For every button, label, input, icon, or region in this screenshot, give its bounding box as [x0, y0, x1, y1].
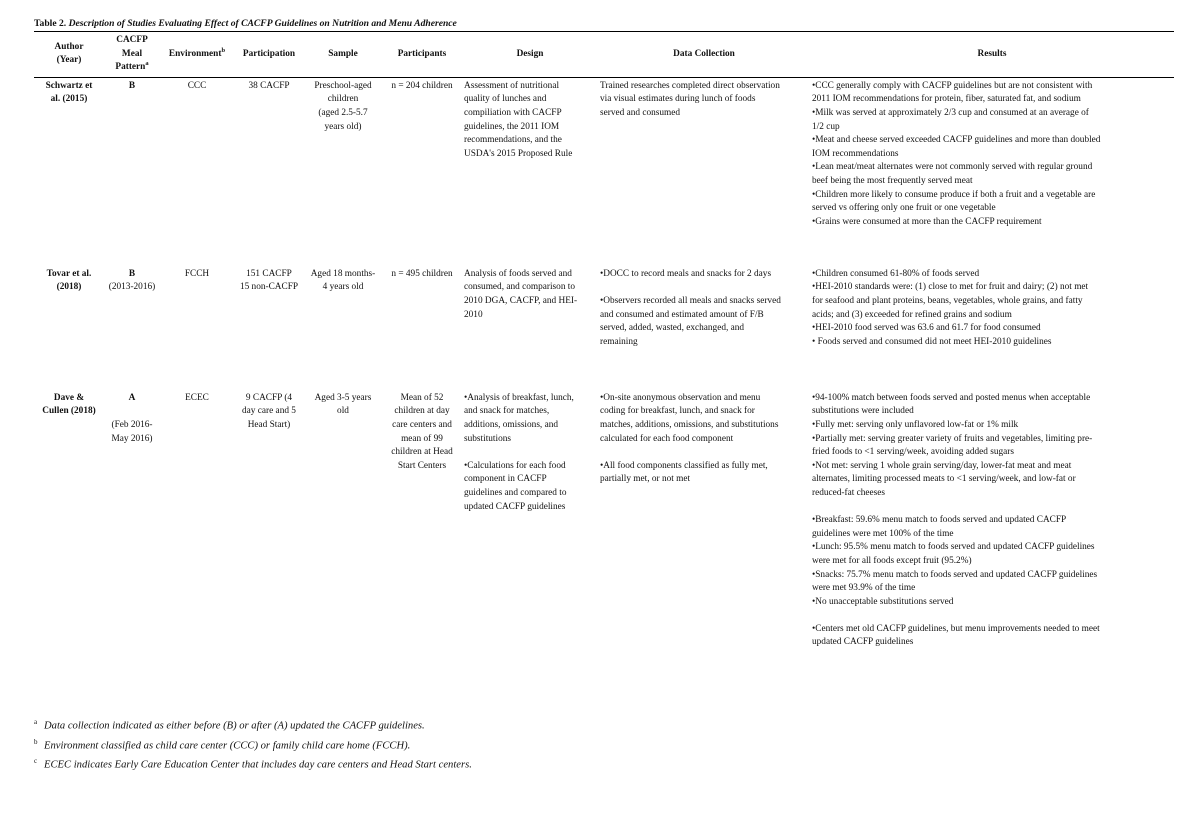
cell-results-line: alternates, limiting processed meats to <1 serving/week, and low-fat or — [812, 474, 1076, 485]
cell-participation-line: 151 CACFP — [246, 268, 292, 279]
header-design: Design — [516, 48, 544, 59]
cell-design-line: quality of lunches and — [464, 94, 547, 105]
footnote — [34, 757, 472, 777]
cell-meal-pattern-line: (2013-2016) — [108, 282, 156, 293]
cell-results-line: •Breakfast: 59.6% menu match to foods served and updated CACFP — [812, 515, 1067, 526]
cell-author — [34, 266, 104, 390]
table-page — [34, 18, 1174, 650]
cell-author-line: Schwartz et — [45, 80, 93, 91]
cell-results-line: •Children more likely to consume produce if both a fruit and a vegetable are — [812, 189, 1096, 200]
footnote-text: Environment classified as child care center (CCC) or family child care home (FCCH). — [44, 740, 411, 752]
cell-author — [34, 390, 104, 650]
cell-meal-pattern-line: (Feb 2016- — [111, 419, 153, 430]
cell-participants-line: Start Centers — [397, 460, 447, 471]
cell-data-collection-line — [600, 446, 808, 460]
cell-environment — [160, 390, 234, 650]
cell-data-collection-line: •On-site anonymous observation and menu — [600, 392, 761, 403]
table-caption — [34, 18, 1174, 29]
cell-data-collection-line: calculated for each food component — [600, 433, 734, 444]
cell-results — [810, 78, 1174, 266]
cell-participation-line: 9 CACFP (4 — [245, 392, 293, 403]
cell-data-collection-line: and consumed and estimated amount of F/B — [600, 309, 764, 320]
cell-design — [462, 266, 598, 390]
cell-data-collection-line: partially met, or not met — [600, 474, 691, 485]
cell-design-line: recommendations, and the — [464, 135, 562, 146]
cell-data-collection — [598, 266, 810, 390]
cell-environment-line: ECEC — [185, 392, 209, 403]
cell-design — [462, 390, 598, 650]
cell-results-line: were met 93.9% of the time — [812, 583, 916, 594]
cell-results-line: guidelines were met 100% of the time — [812, 528, 954, 539]
cell-sample — [304, 266, 382, 390]
cell-participants — [382, 78, 462, 266]
cell-data-collection-line: •All food components classified as fully met, — [600, 460, 768, 471]
cell-sample — [304, 78, 382, 266]
cell-results-line — [812, 609, 1172, 623]
footnotes — [34, 718, 472, 777]
cell-data-collection-line: remaining — [600, 336, 638, 347]
cell-results — [810, 266, 1174, 390]
cell-author-line: (2018) — [56, 282, 82, 293]
cell-design-line: additions, omissions, and — [464, 419, 559, 430]
cell-environment-line: CCC — [187, 80, 207, 91]
cell-design-line: compiliation with CACFP — [464, 107, 562, 118]
header-data-collection: Data Collection — [673, 48, 735, 59]
footnote — [34, 718, 472, 738]
cell-design-line: 2010 — [464, 309, 483, 320]
cell-results-line: •CCC generally comply with CACFP guidelines but are not consistent with — [812, 80, 1093, 91]
cell-participation — [234, 390, 304, 650]
cell-participants-line: n = 495 children — [391, 268, 453, 279]
cell-data-collection-line — [600, 281, 808, 295]
footnote-mark: c — [34, 757, 38, 765]
cell-meal-pattern — [104, 78, 160, 266]
cell-design-line: Analysis of foods served and — [464, 268, 572, 279]
cell-results-line: substitutions were included — [812, 406, 914, 417]
cell-design-line: updated CACFP guidelines — [464, 501, 566, 512]
cell-results-line: 1/2 cup — [812, 121, 840, 132]
cell-design-line: USDA's 2015 Proposed Rule — [464, 148, 573, 159]
footnote — [34, 738, 472, 758]
cell-meal-pattern-line: May 2016) — [111, 433, 153, 444]
cell-data-collection-line: served and consumed — [600, 107, 681, 118]
cell-participation — [234, 78, 304, 266]
cell-participation-line: Head Start) — [247, 419, 291, 430]
cell-results-line: •Not met: serving 1 whole grain serving/day, lower-fat meat and meat — [812, 460, 1072, 471]
cell-sample-line: 4 years old — [322, 282, 364, 293]
header-row — [34, 32, 1174, 77]
cell-author-line: Dave & — [53, 392, 85, 403]
cell-results — [810, 390, 1174, 650]
cell-meal-pattern-line: B — [128, 268, 136, 279]
cell-results-line: •Children consumed 61-80% of foods served — [812, 268, 980, 279]
cell-results-line: •Lunch: 95.5% menu match to foods served and updated CACFP guidelines — [812, 542, 1095, 553]
cell-design-line: •Analysis of breakfast, lunch, — [464, 392, 574, 403]
cell-participants — [382, 390, 462, 650]
cell-results-line: served vs offering only one fruit or one vegetable — [812, 203, 996, 214]
cell-results-line: beef being the most frequently served meat — [812, 175, 973, 186]
cell-design-line: component in CACFP — [464, 474, 547, 485]
cell-results-line — [812, 501, 1172, 515]
cell-sample — [304, 390, 382, 650]
cell-design-line: 2010 DGA, CACFP, and HEI- — [464, 295, 578, 306]
cell-author-line: Cullen (2018) — [42, 406, 96, 417]
cell-participants — [382, 266, 462, 390]
cell-participation-line: day care and 5 — [242, 406, 296, 417]
cell-results-line: were met for all foods except fruit (95.2%) — [812, 555, 972, 566]
cell-author-line: al. (2015) — [50, 94, 88, 105]
cell-design-line: guidelines and compared to — [464, 487, 567, 498]
cell-results-line: updated CACFP guidelines — [812, 637, 914, 648]
cell-participants-line: children at Head — [391, 447, 453, 458]
table-number: Table 2. — [34, 18, 67, 29]
cell-environment — [160, 266, 234, 390]
cell-design-line: •Calculations for each food — [464, 460, 566, 471]
cell-results-line: •Partially met: serving greater variety of fruits and vegetables, limiting pre- — [812, 433, 1093, 444]
cell-author-line: Tovar et al. — [46, 268, 92, 279]
cell-data-collection-line: coding for breakfast, lunch, and snack for — [600, 406, 755, 417]
header-author: Author (Year) — [54, 41, 84, 66]
cell-meal-pattern-line: B — [128, 80, 136, 91]
cell-sample-line: old — [337, 406, 349, 417]
table-row — [34, 266, 1174, 390]
footnote-text: ECEC indicates Early Care Education Center that includes day care centers and Head Start centers. — [44, 759, 472, 771]
table-row — [34, 390, 1174, 650]
cell-design — [462, 78, 598, 266]
cell-meal-pattern — [104, 390, 160, 650]
cell-data-collection-line: via visual estimates during lunch of foods — [600, 94, 756, 105]
cell-participants-line: mean of 99 — [401, 433, 443, 444]
cell-results-line: IOM recommendations — [812, 148, 899, 159]
header-sample: Sample — [328, 48, 358, 59]
footnote-mark: a — [34, 718, 38, 726]
cell-results-line: • Foods served and consumed did not meet HEI-2010 guidelines — [812, 336, 1052, 347]
cell-sample-line: children — [327, 94, 359, 105]
cell-results-line: •Fully met: serving only unflavored low-fat or 1% milk — [812, 419, 1019, 430]
cell-environment-line: FCCH — [184, 268, 210, 279]
cell-design-line — [464, 446, 596, 460]
header-environment: Environment$^b$ — [168, 46, 226, 59]
cell-results-line: •HEI-2010 standards were: (1) close to met for fruit and dairy; (2) not met — [812, 282, 1089, 293]
cell-design-line: Assessment of nutritional — [464, 80, 560, 91]
cell-meal-pattern — [104, 266, 160, 390]
header-results: Results — [977, 48, 1007, 59]
cell-results-line: •No unacceptable substitutions served — [812, 596, 954, 607]
cell-results-line: •Lean meat/meat alternates were not commonly served with regular ground — [812, 162, 1093, 173]
footnote-mark: b — [34, 737, 38, 746]
cell-sample-line: years old) — [324, 121, 362, 132]
cell-results-line: •Milk was served at approximately 2/3 cup and consumed at an average of — [812, 107, 1089, 118]
cell-results-line: reduced-fat cheeses — [812, 487, 886, 498]
cell-sample-line: (aged 2.5-5.7 — [318, 107, 368, 118]
cell-sample-line: Aged 3-5 years — [314, 392, 372, 403]
cell-data-collection-line: Trained researches completed direct observation — [600, 80, 780, 91]
cell-results-line: •Grains were consumed at more than the CACFP requirement — [812, 216, 1042, 227]
cell-participants-line: care centers and — [392, 419, 452, 430]
header-meal-pattern: CACFP Meal Pattern$^a$ — [115, 35, 149, 73]
cell-design-line: guidelines, the 2011 IOM — [464, 121, 560, 132]
cell-results-line: •Centers met old CACFP guidelines, but menu improvements needed to meet — [812, 623, 1100, 634]
cell-participation — [234, 266, 304, 390]
cell-results-line: fried foods to <1 serving/week, avoiding added sugars — [812, 447, 1014, 458]
cell-participation-line: 38 CACFP — [248, 80, 290, 91]
cell-meal-pattern-line — [106, 405, 158, 419]
cell-data-collection — [598, 78, 810, 266]
cell-sample-line: Preschool-aged — [314, 80, 372, 91]
cell-participants-line: n = 204 children — [391, 80, 453, 91]
cell-environment — [160, 78, 234, 266]
cell-results-line: •HEI-2010 food served was 63.6 and 61.7 for food consumed — [812, 323, 1041, 334]
cell-results-line: acids; and (3) exceeded for refined grains and sodium — [812, 309, 1012, 320]
cell-results-line: •Snacks: 75.7% menu match to foods served and updated CACFP guidelines — [812, 569, 1098, 580]
cell-design-line: substitutions — [464, 433, 512, 444]
cell-results-line: •94-100% match between foods served and posted menus when acceptable — [812, 392, 1091, 403]
cell-results-line: 2011 IOM recommendations for protein, fiber, saturated fat, and sodium — [812, 94, 1081, 105]
header-participation: Participation — [242, 48, 296, 59]
footnote-text: Data collection indicated as either before (B) or after (A) updated the CACFP guidelines. — [44, 720, 425, 732]
cell-sample-line: Aged 18 months- — [310, 268, 376, 279]
table-title: Description of Studies Evaluating Effect of CACFP Guidelines on Nutrition and Menu Adherence — [68, 18, 457, 29]
cell-data-collection-line: served, added, wasted, exchanged, and — [600, 323, 745, 334]
cell-design-line: and snack for matches, — [464, 406, 550, 417]
cell-data-collection-line: matches, additions, omissions, and substitutions — [600, 419, 779, 430]
cell-author — [34, 78, 104, 266]
cell-results-line: for seafood and plant proteins, beans, vegetables, whole grains, and fatty — [812, 295, 1083, 306]
cell-data-collection — [598, 390, 810, 650]
cell-data-collection-line: •Observers recorded all meals and snacks served — [600, 295, 781, 306]
cell-participants-line: Mean of 52 — [400, 392, 444, 403]
studies-table — [34, 32, 1174, 77]
table-row — [34, 78, 1174, 266]
cell-data-collection-line: •DOCC to record meals and snacks for 2 days — [600, 268, 772, 279]
cell-results-line: •Meat and cheese served exceeded CACFP guidelines and more than doubled — [812, 135, 1101, 146]
cell-meal-pattern-line: A — [128, 392, 136, 403]
header-participants: Participants — [397, 48, 447, 59]
cell-design-line: consumed, and comparison to — [464, 282, 576, 293]
cell-participation-line: 15 non-CACFP — [239, 282, 299, 293]
cell-participants-line: children at day — [394, 406, 450, 417]
studies-table-body — [34, 78, 1174, 650]
